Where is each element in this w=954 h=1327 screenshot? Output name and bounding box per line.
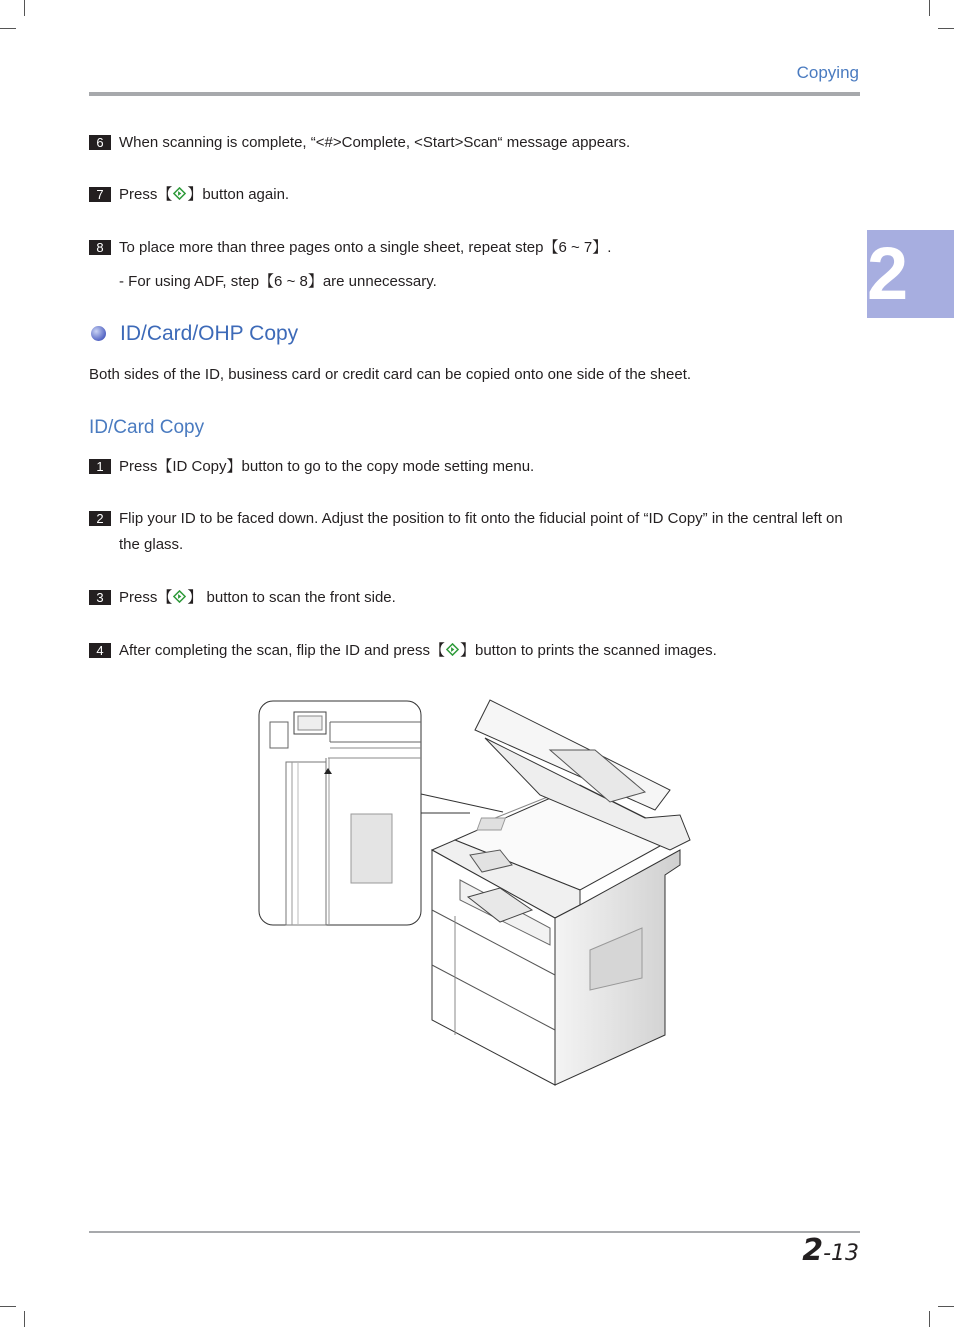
header-rule (89, 92, 860, 96)
text-before-icon: Press【 (119, 186, 173, 203)
text-after-icon: 】button to prints the scanned images. (460, 642, 717, 659)
step-number: 6 (89, 135, 111, 150)
step-number: 4 (89, 643, 111, 658)
page-index: -13 (823, 1241, 859, 1266)
page-number (802, 1233, 859, 1268)
crop-mark (0, 1306, 16, 1307)
page-chapter: 2 (802, 1233, 824, 1268)
crop-mark (938, 1306, 954, 1307)
step-text (119, 182, 864, 208)
step-text (119, 638, 864, 664)
text-after-icon: 】 button to scan the front side. (187, 589, 396, 606)
copier-body (432, 700, 690, 1085)
start-diamond-icon (173, 590, 186, 603)
step-text: Press【ID Copy】button to go to the copy mode setting menu. (119, 458, 535, 475)
step-text (119, 585, 864, 611)
crop-mark (929, 1311, 930, 1327)
copier-illustration (250, 690, 700, 1090)
running-header: Copying (796, 63, 859, 82)
footer-rule (89, 1231, 860, 1233)
step-8-note: - For using ADF, step【6 ~ 8】are unnecessary. (119, 273, 437, 290)
subsection-title: ID/Card Copy (89, 417, 205, 438)
step-text: When scanning is complete, “<#>Complete, <Start>Scan“ message appears. (119, 134, 631, 151)
step-number: 7 (89, 187, 111, 202)
step-text: To place more than three pages onto a single sheet, repeat step【6 ~ 7】. (119, 239, 612, 256)
crop-mark (0, 28, 16, 29)
section-title (89, 322, 298, 346)
step-text: Flip your ID to be faced down. Adjust the position to fit onto the fiducial point of “ID Copy” in the central left on the glass. (119, 510, 843, 553)
crop-mark (929, 0, 930, 16)
crop-mark (938, 28, 954, 29)
step-number: 3 (89, 590, 111, 605)
glass-detail-inset (259, 701, 421, 925)
bullet-icon (91, 326, 106, 341)
text-after-icon: 】button again. (187, 186, 290, 203)
step-number: 2 (89, 511, 111, 526)
section-intro: Both sides of the ID, business card or credit card can be copied onto one side of the sheet. (89, 366, 692, 383)
step-number: 8 (89, 240, 111, 255)
crop-mark (24, 1311, 25, 1327)
start-diamond-icon (173, 187, 186, 200)
step-number: 1 (89, 459, 111, 474)
chapter-tab-number: 2 (867, 232, 909, 315)
chapter-tab (867, 230, 954, 318)
section-title-text: ID/Card/OHP Copy (120, 322, 299, 345)
text-before-icon: After completing the scan, flip the ID and press【 (119, 642, 445, 659)
text-before-icon: Press【 (119, 589, 173, 606)
crop-mark (24, 0, 25, 16)
start-diamond-icon (446, 643, 459, 656)
